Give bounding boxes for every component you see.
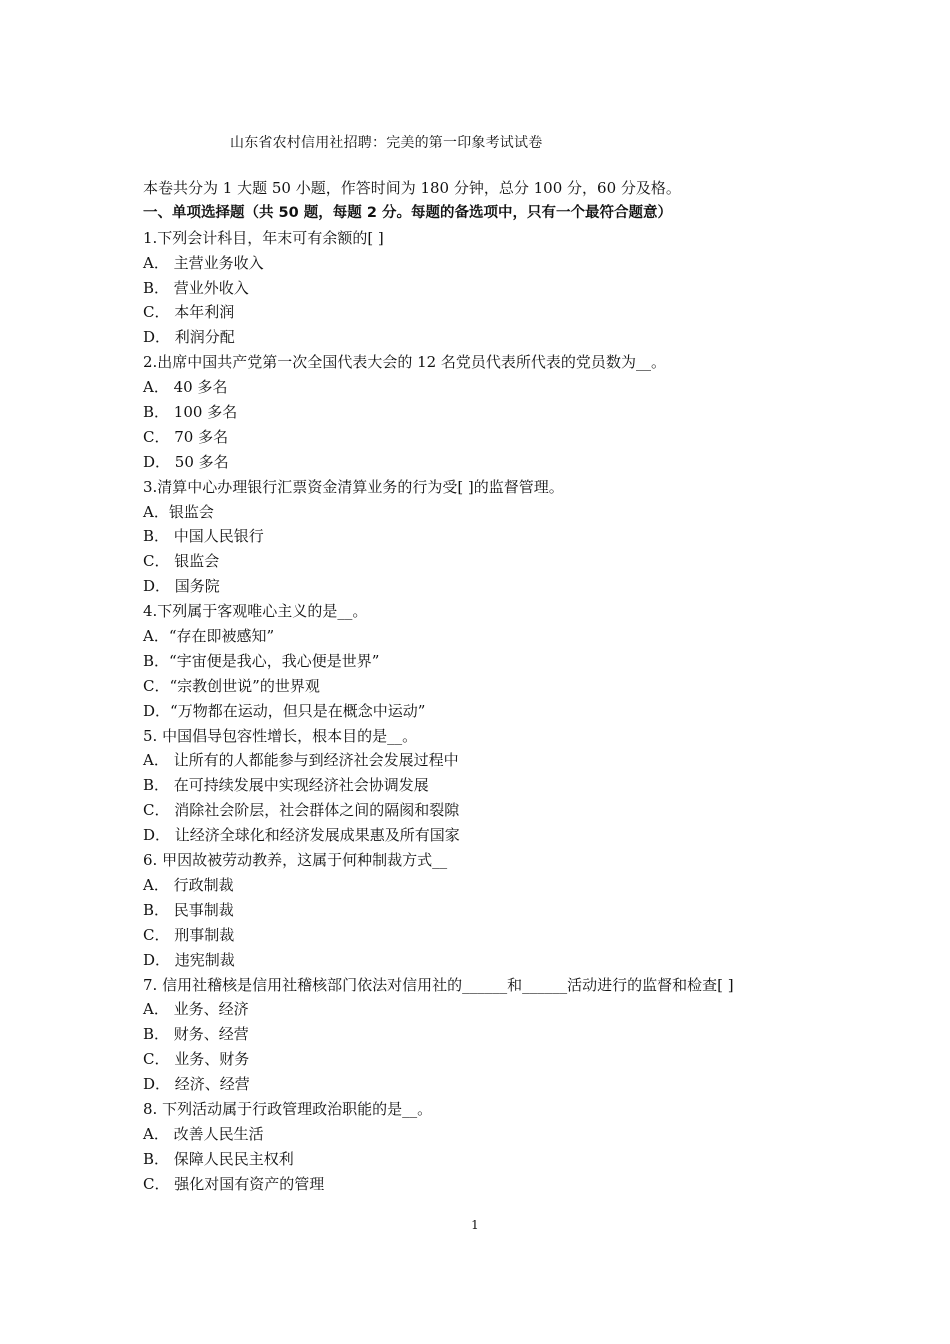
option-d: D． 经济、经营 <box>143 1075 250 1094</box>
document-body <box>143 176 823 1197</box>
question-stem: 1.下列会计科目，年末可有余额的[ ] <box>143 228 384 247</box>
question-stem: 2.出席中国共产党第一次全国代表大会的 12 名党员代表所代表的党员数为__。 <box>143 353 666 372</box>
option-c: C． 银监会 <box>143 552 220 571</box>
question-stem: 5. 中国倡导包容性增长，根本目的是__。 <box>143 726 418 745</box>
option-d: D． 利润分配 <box>143 328 235 347</box>
exam-intro: 本卷共分为 1 大题 50 小题，作答时间为 180 分钟，总分 100 分，60 分及格。 <box>143 179 681 197</box>
option-d: D． 50 多名 <box>143 452 229 471</box>
option-b: B．“宇宙便是我心，我心便是世界” <box>143 651 380 670</box>
question-stem: 8. 下列活动属于行政管理政治职能的是__。 <box>143 1099 433 1118</box>
option-a: A． 40 多名 <box>143 378 228 397</box>
option-c: C． 70 多名 <box>143 427 229 446</box>
option-d: D． 国务院 <box>143 577 220 596</box>
option-c: C． 刑事制裁 <box>143 925 235 944</box>
option-c: C． 业务、财务 <box>143 1050 250 1069</box>
option-b: B． 100 多名 <box>143 403 238 422</box>
question-stem: 4.下列属于客观唯心主义的是__。 <box>143 602 368 621</box>
option-c: C． 本年利润 <box>143 303 235 322</box>
section-heading: 一、单项选择题（共 50 题，每题 2 分。每题的备选项中，只有一个最符合题意） <box>143 204 672 221</box>
option-d: D． 让经济全球化和经济发展成果惠及所有国家 <box>143 826 460 845</box>
question-stem: 3.清算中心办理银行汇票资金清算业务的行为受[ ]的监督管理。 <box>143 477 564 496</box>
option-a: A． 主营业务收入 <box>143 253 264 272</box>
question-stem: 7. 信用社稽核是信用社稽核部门依法对信用社的______和______活动进行的监督和检查[ ] <box>143 975 734 994</box>
option-b: B． 在可持续发展中实现经济社会协调发展 <box>143 776 429 795</box>
page-number: 1 <box>471 1218 479 1232</box>
option-d: D．“万物都在运动，但只是在概念中运动” <box>143 701 426 720</box>
option-b: B． 保障人民民主权利 <box>143 1149 294 1168</box>
document-title: 山东省农村信用社招聘：完美的第一印象考试试卷 <box>230 135 543 151</box>
option-b: B． 财务、经营 <box>143 1025 249 1044</box>
option-c: C．“宗教创世说”的世界观 <box>143 676 320 695</box>
option-a: A．“存在即被感知” <box>143 627 275 646</box>
option-a: A． 行政制裁 <box>143 875 234 894</box>
option-b: B． 中国人民银行 <box>143 527 264 546</box>
option-a: A．银监会 <box>143 502 214 521</box>
option-d: D． 违宪制裁 <box>143 950 235 969</box>
option-c: C． 消除社会阶层，社会群体之间的隔阂和裂隙 <box>143 801 460 820</box>
option-a: A． 改善人民生活 <box>143 1124 264 1143</box>
option-a: A． 业务、经济 <box>143 1000 249 1019</box>
option-b: B． 民事制裁 <box>143 900 234 919</box>
question-stem: 6. 甲因故被劳动教养，这属于何种制裁方式__ <box>143 851 448 870</box>
option-a: A． 让所有的人都能参与到经济社会发展过程中 <box>143 751 459 770</box>
option-c: C． 强化对国有资产的管理 <box>143 1174 325 1193</box>
option-b: B． 营业外收入 <box>143 278 249 297</box>
